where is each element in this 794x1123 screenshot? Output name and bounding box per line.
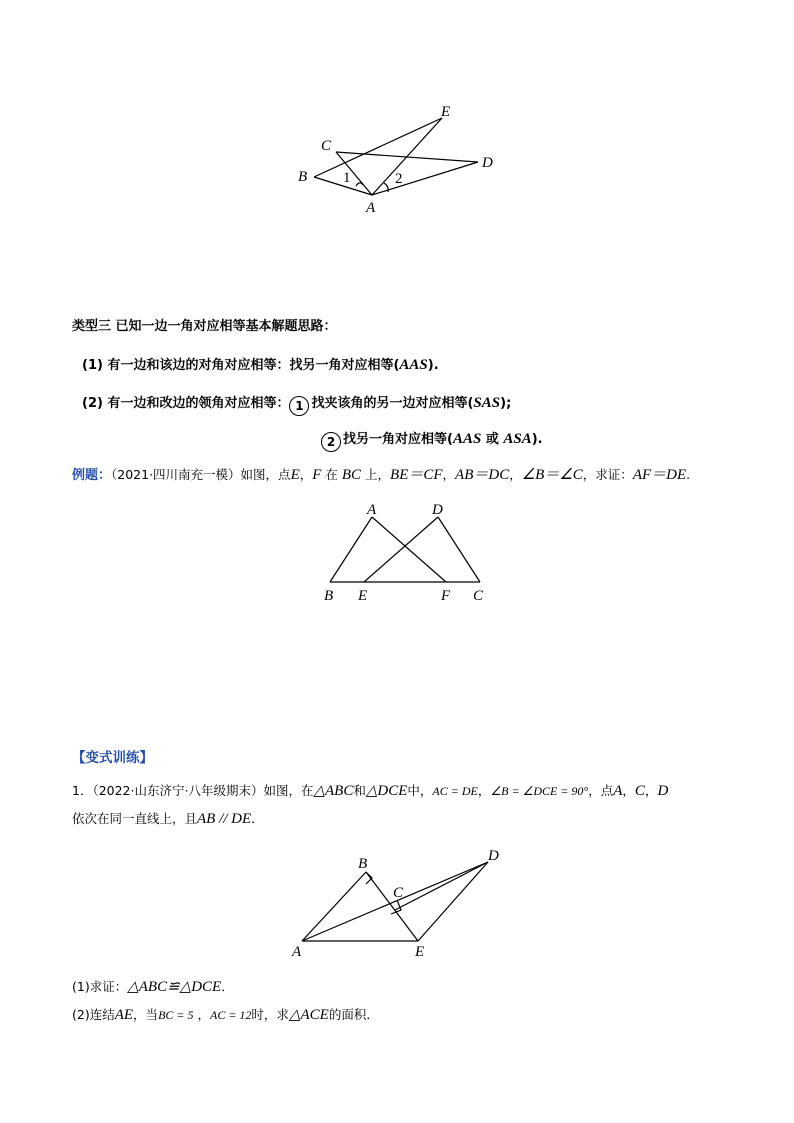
cond-right-angles: ∠B = ∠DCE = 90° bbox=[490, 784, 589, 798]
fig1-label-A: A bbox=[366, 200, 376, 216]
type3-item2-method1: SAS bbox=[473, 395, 501, 411]
type3-item2-case2: 找另一角对应相等( bbox=[343, 432, 453, 447]
fig2-label-E: E bbox=[358, 588, 368, 604]
segment-AE: AE bbox=[114, 1007, 134, 1023]
type3-item2-end1: ); bbox=[500, 396, 512, 411]
sub-question-end: 的面积． bbox=[328, 1007, 379, 1022]
sub-question-text: 时，求 bbox=[251, 1007, 289, 1022]
fig2-label-B: B bbox=[324, 588, 334, 604]
fig1-label-E: E bbox=[441, 104, 451, 120]
question-end: ． bbox=[251, 811, 264, 826]
type3-item2-or: 或 bbox=[481, 432, 504, 447]
fig3-label-D: D bbox=[488, 848, 499, 864]
example-text: 上， bbox=[361, 467, 391, 482]
triangle-DCE: △DCE bbox=[365, 783, 408, 799]
given-AC: AC = 12 bbox=[209, 1008, 252, 1022]
question-text: 依次在同一直线上，且 bbox=[72, 811, 198, 826]
example-end: . bbox=[686, 467, 691, 482]
example-point-E: E bbox=[290, 467, 300, 483]
point-D: D bbox=[657, 783, 669, 799]
fig1-angle-1: 1 bbox=[343, 170, 351, 186]
question-text: 中， bbox=[407, 783, 433, 798]
example-text: 在 bbox=[321, 467, 342, 482]
type3-item2-text: (2) 有一边和改边的领角对应相等： bbox=[82, 396, 290, 411]
fig1-label-B: B bbox=[298, 169, 308, 185]
circle-number-1: 1 bbox=[289, 396, 309, 416]
question-text: ，点 bbox=[588, 783, 614, 798]
type3-item2b bbox=[321, 432, 543, 452]
fig3-label-E: E bbox=[415, 944, 425, 960]
example-prove: ，求证： bbox=[582, 467, 633, 482]
figure-3-diagram bbox=[285, 845, 510, 960]
question-1-line-2 bbox=[72, 812, 264, 827]
circle-number-2: 2 bbox=[321, 432, 341, 452]
question-1-line-1 bbox=[72, 784, 668, 799]
example-cond-3: ∠B＝∠C bbox=[521, 467, 583, 483]
sub-question-end: ． bbox=[221, 979, 234, 994]
variant-heading: 【变式训练】 bbox=[72, 750, 153, 766]
example-point-F: F bbox=[312, 467, 322, 483]
fig2-label-D: D bbox=[432, 502, 443, 518]
type3-item1-suffix: ). bbox=[427, 358, 439, 373]
fig2-label-C: C bbox=[473, 588, 484, 604]
sub-question-1 bbox=[72, 980, 234, 995]
cond-parallel: AB // DE bbox=[197, 811, 252, 827]
type3-item1-text: (1) 有一边和该边的对角对应相等：找另一角对应相等( bbox=[82, 358, 400, 373]
example-source: （2021·四川南充一模）如图，点 bbox=[111, 467, 291, 482]
type3-item2-method2a: AAS bbox=[452, 431, 482, 447]
sub-question-1-text: (1)求证： bbox=[72, 979, 128, 994]
example-sep: ， bbox=[509, 467, 522, 482]
fig1-label-C: C bbox=[321, 138, 332, 154]
point-A: A bbox=[613, 783, 623, 799]
question-text: 和 bbox=[353, 783, 366, 798]
example-cond-1: BE＝CF bbox=[390, 467, 443, 483]
type3-heading: 类型三 已知一边一角对应相等基本解题思路： bbox=[72, 319, 337, 334]
example-segment-BC: BC bbox=[341, 467, 362, 483]
fig3-label-B: B bbox=[358, 856, 368, 872]
sub-question-2-text: (2)连结 bbox=[72, 1007, 115, 1022]
fig3-label-A: A bbox=[292, 944, 302, 960]
type3-item2-case1: 找夹该角的另一边对应相等( bbox=[311, 396, 474, 411]
example-sep: ， bbox=[442, 467, 456, 482]
question-sep: ， bbox=[622, 783, 635, 798]
point-C: C bbox=[634, 783, 645, 799]
example-cond-2: AB＝DC bbox=[455, 467, 510, 483]
figure-1-diagram bbox=[290, 100, 510, 220]
fig2-label-F: F bbox=[441, 588, 451, 604]
figure-2-diagram bbox=[315, 498, 495, 608]
cond-AC-eq-DE: AC = DE bbox=[432, 784, 478, 798]
type3-item2 bbox=[82, 396, 511, 416]
type3-item2-method2b: ASA bbox=[503, 431, 532, 447]
type3-item1 bbox=[82, 358, 439, 373]
question-source: （2022·山东济宁·八年级期末）如图，在 bbox=[92, 783, 314, 798]
triangle-ABC: △ABC bbox=[313, 783, 354, 799]
fig3-label-C: C bbox=[393, 885, 404, 901]
type3-item1-method: AAS bbox=[399, 357, 428, 373]
given-BC: BC = 5 bbox=[158, 1008, 194, 1022]
triangle-ACE: △ACE bbox=[288, 1007, 329, 1023]
sub-question-text: ，当 bbox=[133, 1007, 159, 1022]
sub-question-sep: ， bbox=[193, 1007, 210, 1022]
example-sep: ， bbox=[299, 467, 313, 482]
example-problem bbox=[72, 468, 690, 483]
fig1-label-D: D bbox=[482, 155, 493, 171]
example-goal: AF＝DE bbox=[632, 467, 687, 483]
fig2-label-A: A bbox=[367, 502, 377, 518]
example-label: 例题： bbox=[72, 468, 112, 483]
type3-item2-end2: ). bbox=[531, 432, 543, 447]
question-sep: ， bbox=[477, 783, 491, 798]
question-sep: ， bbox=[644, 783, 658, 798]
sub-question-2 bbox=[72, 1008, 379, 1023]
fig1-angle-2: 2 bbox=[395, 171, 403, 187]
congruence-statement: △ABC≌△DCE bbox=[127, 979, 222, 995]
question-number: 1． bbox=[72, 783, 93, 798]
